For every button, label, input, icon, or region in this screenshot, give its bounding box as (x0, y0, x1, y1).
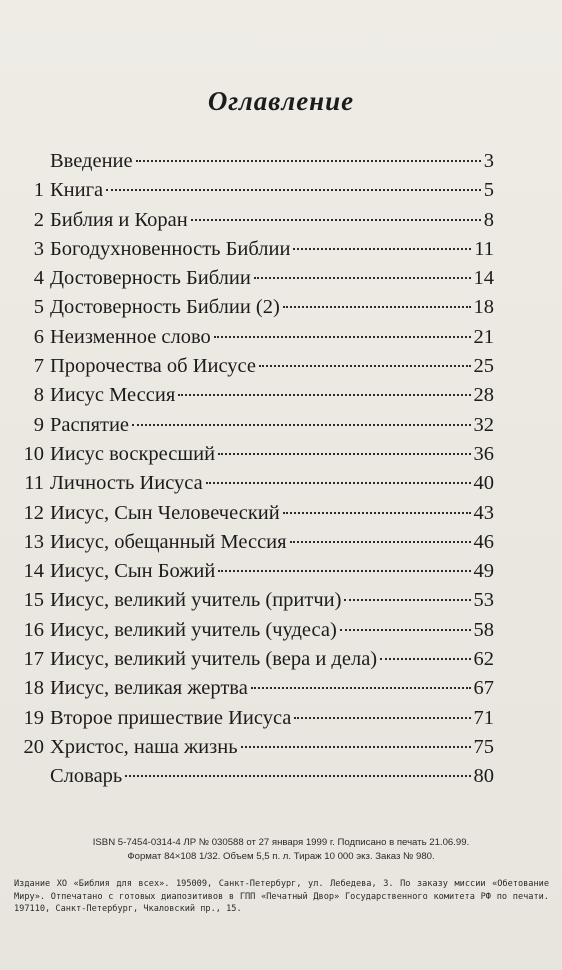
toc-entry-page: 18 (473, 296, 494, 319)
toc-entry-title: Иисус, обещанный Мессия (50, 530, 287, 553)
toc-entry-number: 7 (33, 355, 44, 378)
toc-entry (12, 765, 494, 794)
imprint-line-1: ISBN 5-7454-0314-4 ЛР № 030588 от 27 января 1999 г. Подписано в печать 21.06.99. (92, 837, 470, 848)
toc-entry-page: 49 (473, 560, 494, 583)
toc-leader-dots (106, 189, 481, 191)
toc-entry-page: 75 (473, 735, 494, 758)
toc-entry-number: 15 (23, 589, 44, 612)
toc-entry-number: 8 (33, 384, 44, 407)
toc-entry-title: Достоверность Библии (50, 267, 251, 290)
toc-entry-title: Второе пришествие Иисуса (50, 706, 292, 729)
toc-entry-title: Введение (50, 150, 133, 172)
toc-entry-title: Достоверность Библии (2) (50, 296, 280, 319)
toc-entry (12, 150, 494, 179)
toc-entry-title: Иисус Мессия (50, 384, 176, 407)
toc-entry (12, 502, 494, 531)
toc-entry-title: Распятие (50, 413, 130, 436)
toc-entry-page: 43 (473, 501, 494, 524)
toc-entry-page: 8 (483, 208, 494, 231)
toc-entry (12, 648, 494, 677)
toc-leader-dots (241, 746, 471, 748)
toc-leader-dots (259, 365, 471, 367)
toc-entry-page: 53 (473, 589, 494, 612)
table-of-contents (12, 150, 494, 795)
toc-leader-dots (125, 775, 470, 777)
toc-entry-title: Иисус воскресший (50, 442, 216, 465)
toc-entry-title: Иисус, великий учитель (притчи) (50, 589, 342, 612)
imprint-line-2: Формат 84×108 1/32. Объем 5,5 п. л. Тираж 10 000 экз. Заказ № 980. (127, 851, 435, 862)
toc-leader-dots (251, 687, 471, 689)
toc-entry (12, 267, 494, 296)
toc-entry-title: Иисус, великий учитель (чудеса) (50, 618, 337, 641)
toc-entry-title: Иисус, великая жертва (50, 677, 248, 700)
toc-entry-title: Книга (50, 179, 104, 202)
toc-entry-page: 58 (473, 618, 494, 641)
toc-entry-title: Иисус, Сын Божий (50, 560, 216, 583)
toc-leader-dots (293, 248, 471, 250)
toc-entry-page: 46 (473, 530, 494, 553)
toc-entry-title: Богодухновенность Библии (50, 237, 291, 260)
toc-entry-number: 11 (24, 472, 44, 495)
toc-entry (12, 677, 494, 706)
toc-entry (12, 414, 494, 443)
toc-entry-number: 1 (33, 179, 44, 202)
toc-entry (12, 560, 494, 589)
toc-entry-title: Иисус, великий учитель (вера и дела) (50, 648, 378, 671)
toc-entry-number: 13 (23, 530, 44, 553)
toc-entry (12, 472, 494, 501)
toc-entry-number: 14 (23, 560, 44, 583)
toc-entry-page: 67 (473, 677, 494, 700)
toc-entry-title: Христос, наша жизнь (50, 735, 238, 758)
toc-leader-dots (218, 570, 470, 572)
toc-leader-dots (254, 277, 471, 279)
toc-leader-dots (206, 482, 471, 484)
toc-entry-number: 3 (33, 237, 44, 260)
toc-entry-page: 28 (473, 384, 494, 407)
toc-entry-number: 20 (23, 735, 44, 758)
toc-entry-number: 6 (33, 325, 44, 348)
toc-entry-number: 10 (23, 442, 44, 465)
toc-entry (12, 355, 494, 384)
imprint-block (0, 836, 562, 864)
toc-leader-dots (290, 541, 471, 543)
toc-leader-dots (340, 629, 471, 631)
toc-entry-title: Словарь (50, 765, 123, 788)
toc-entry-page: 3 (483, 150, 494, 172)
toc-entry-number: 12 (23, 501, 44, 524)
toc-entry (12, 384, 494, 413)
toc-entry (12, 238, 494, 267)
toc-leader-dots (214, 336, 471, 338)
page-title: Оглавление (207, 86, 355, 116)
toc-entry (12, 589, 494, 618)
toc-entry-number: 2 (33, 208, 44, 231)
toc-entry-page: 32 (473, 413, 494, 436)
toc-leader-dots (283, 306, 471, 308)
toc-entry-title: Пророчества об Иисусе (50, 355, 256, 378)
toc-entry-number: 9 (33, 413, 44, 436)
toc-leader-dots (344, 599, 470, 601)
toc-entry-page: 11 (474, 237, 494, 260)
toc-entry-number: 19 (23, 706, 44, 729)
toc-entry-number: 4 (33, 267, 44, 290)
toc-entry (12, 443, 494, 472)
toc-entry (12, 209, 494, 238)
toc-leader-dots (132, 424, 470, 426)
toc-entry-number: 5 (33, 296, 44, 319)
toc-entry-title: Иисус, Сын Человеческий (50, 501, 280, 524)
toc-entry-page: 14 (473, 267, 494, 290)
toc-leader-dots (191, 219, 481, 221)
toc-entry-page: 40 (473, 472, 494, 495)
toc-leader-dots (380, 658, 470, 660)
toc-entry-page: 71 (473, 706, 494, 729)
toc-leader-dots (136, 160, 481, 162)
toc-entry (12, 296, 494, 325)
toc-entry (12, 179, 494, 208)
toc-entry-page: 21 (473, 325, 494, 348)
toc-entry (12, 619, 494, 648)
toc-leader-dots (218, 453, 470, 455)
toc-entry-title: Личность Иисуса (50, 472, 203, 495)
toc-entry (12, 707, 494, 736)
toc-entry-number: 18 (23, 677, 44, 700)
toc-entry-number: 16 (23, 618, 44, 641)
toc-entry-page: 36 (473, 442, 494, 465)
toc-entry-page: 62 (473, 648, 494, 671)
toc-leader-dots (294, 717, 470, 719)
publisher-info: Издание ХО «Библия для всех». 195009, Санкт-Петербург, ул. Лебедева, 3. По заказу миссии «Обетование Миру». Отпечатано с готовых диапозитивов в ГПП «Печатный Двор» Государственного комитета РФ по печати. 197110, Санкт-Петербург, Чкаловский пр., 15. (14, 879, 549, 914)
toc-entry-page: 5 (483, 179, 494, 202)
toc-entry (12, 736, 494, 765)
toc-entry-title: Библия и Коран (50, 208, 188, 231)
toc-entry-page: 25 (473, 355, 494, 378)
toc-entry (12, 326, 494, 355)
toc-leader-dots (178, 394, 470, 396)
toc-leader-dots (283, 512, 471, 514)
toc-entry-title: Неизменное слово (50, 325, 211, 348)
toc-entry-page: 80 (473, 765, 494, 788)
toc-entry (12, 531, 494, 560)
toc-entry-number: 17 (23, 648, 44, 671)
